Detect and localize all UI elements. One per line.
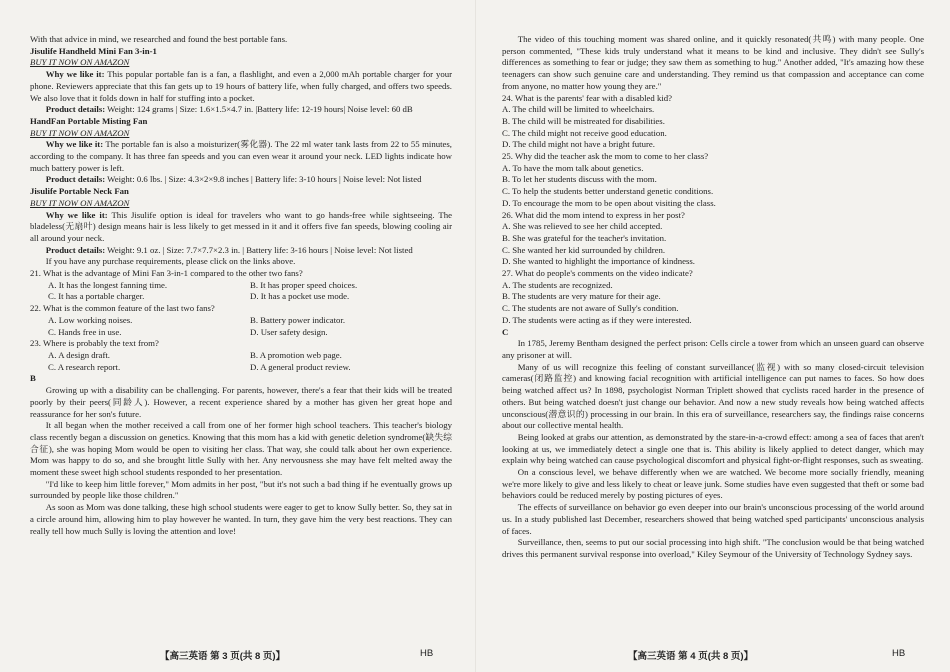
option-c[interactable]: C. It has a portable charger. (48, 291, 145, 302)
page-number-label: 【高三英语 第 3 页(共 8 页)】 (160, 651, 286, 662)
details-text: Weight: 124 grams | Size: 1.6×1.5×4.7 in. |Battery life: 12-19 hours| Noise level: 60 dB (105, 104, 413, 115)
product-2 (30, 116, 452, 186)
option-d[interactable]: D. The child might not have a bright future. (502, 139, 655, 150)
passage-paragraph: On a conscious level, we behave differently when we are watched. We become more socially friendly, meaning we're more likely to give and less likely to cheat or leave junk. Some studies have even suggested that theft or some bad behaviors could be reduced merely by posting pictures of eyes. (502, 467, 924, 501)
section-heading-b: B (30, 373, 36, 384)
product-title: HandFan Portable Misting Fan (30, 115, 148, 126)
question-stem: 22. What is the common feature of the last two fans? (30, 303, 215, 314)
option-a[interactable]: A. The students are recognized. (502, 279, 613, 290)
question-27 (502, 268, 924, 327)
passage-paragraph: Many of us will recognize this feeling of constant surveillance(监视) with so many closed-circuit television cameras(闭路监控) and knowing facial recognition with artificial intelligence can put names to faces. So how does being watched affect us? In 1898, psychologist Norman Triplett showed that cyclists raced harder in the presence of others. But being watched doesn't just change our behavior. And now a new study reveals how being watched affects unconscious(潜意识的) processing in our brain. In this era of surveillance, researchers say, the findings raise concerns about our collective mental health. (502, 361, 924, 431)
closing-text: If you have any purchase requirements, please click on the links above. (45, 256, 296, 267)
product-title: Jisulife Portable Neck Fan (30, 186, 129, 197)
option-d[interactable]: D. A general product review. (250, 361, 351, 372)
right-page (502, 34, 924, 561)
option-a[interactable]: A. Low working noises. (48, 314, 133, 325)
passage-paragraph: "I'd like to keep him little forever," Mom admits in her post, "but it's not such a bad thing if he eventually grows up surrounded by people like those children." (30, 478, 452, 501)
passage-paragraph: Surveillance, then, seems to put our social processing into high shift. "The conclusion would be that being watched drives this permanent survival response into overload," Kiley Seymour of the University of Technology Sydney says. (502, 537, 924, 559)
why-label: Why we like it: (45, 69, 105, 80)
details-label: Product details: (45, 104, 106, 115)
option-b[interactable]: B. The child will be mistreated for disabilities. (502, 115, 665, 126)
details-text: Weight: 0.6 lbs. | Size: 4.3×2×9.8 inches | Battery life: 3-10 hours | Noise level: Not listed (105, 174, 422, 185)
question-stem: 24. What is the parents' fear with a disabled kid? (502, 92, 673, 103)
passage-paragraph: The video of this touching moment was shared online, and it quickly resonated(共鸣) with many people. One person commented, "These kids truly understand what it means to be kind and inclusive. They didn't see Sully's differences as something to fear or judge; they saw them as something to hug." Another added, "It's amazing how these teenagers can show such genuine care and understanding. They remind us that compassion and acceptance can come from anyone, no matter how young they are." (502, 34, 924, 91)
option-b[interactable]: B. It has proper speed choices. (250, 279, 358, 290)
option-a[interactable]: A. To have the mom talk about genetics. (502, 162, 644, 173)
option-d[interactable]: D. It has a pocket use mode. (250, 291, 350, 302)
option-c[interactable]: C. A research report. (48, 361, 121, 372)
option-c[interactable]: C. The students are not aware of Sully's condition. (502, 303, 679, 314)
option-d[interactable]: D. User safety design. (250, 326, 328, 337)
question-24 (502, 93, 924, 152)
passage-paragraph: Growing up with a disability can be challenging. For parents, however, there's a fear that their kids will be treated poorly by their peers(同龄人). However, a recent experience shared by a mother has given her great hope and reassurance for her son's future. (30, 385, 452, 419)
question-21 (30, 268, 452, 303)
question-23 (30, 338, 452, 373)
why-text: This popular portable fan is a fan, a flashlight, and even a 2,000 mAh portable charger for your phone. Reviewers appreciate that this fan gets up to 19 hours of battery life, when fully charged, and offers two speeds. We also love that it folds down in half for stuffing into a pocket. (30, 69, 452, 103)
option-b[interactable]: B. She was grateful for the teacher's invitation. (502, 232, 667, 243)
option-c[interactable]: C. The child might not receive good education. (502, 127, 667, 138)
left-page (30, 34, 452, 537)
details-text: Weight: 9.1 oz. | Size: 7.7×7.7×2.3 in. | Battery life: 3-16 hours | Noise level: Not listed (105, 244, 413, 255)
question-25 (502, 151, 924, 210)
question-stem: 23. Where is probably the text from? (30, 338, 159, 349)
passage-paragraph: Being looked at grabs our attention, as demonstrated by the stare-in-a-crowd effect: among a sea of faces that aren't looking at us, we immediately detect a single one that is. This ability is likely applied to detect danger, which may explain why being watched can cause psychological discomfort and physical fight-or-flight responses, such as sweating. (502, 431, 924, 466)
option-b[interactable]: B. Battery power indicator. (250, 314, 346, 325)
right-footer-code: HB (892, 648, 906, 659)
why-label: Why we like it: (45, 139, 104, 150)
why-text: The portable fan is also a moisturizer(雾化器). The 22 ml water tank lasts from 22 to 55 minutes, according to the company. It has three fan speeds and you can even wear it around your neck. LED lights indicate how much battery power is left. (30, 139, 452, 173)
section-heading-c: C (502, 326, 509, 337)
option-a[interactable]: A. It has the longest fanning time. (48, 279, 168, 290)
option-d[interactable]: D. The students were acting as if they were interested. (502, 314, 692, 325)
question-stem: 25. Why did the teacher ask the mom to come to her class? (502, 151, 709, 162)
why-text: This Jisulife option is ideal for travelers who want to go hands-free while sightseeing. The bladeless(无扇叶) design means hair is less likely to get messed in it and it offers five fan speeds, blowing cooling air all around your neck. (30, 209, 452, 243)
page-divider (475, 0, 476, 672)
option-a[interactable]: A. She was relieved to see her child accepted. (502, 221, 663, 232)
question-stem: 21. What is the advantage of Mini Fan 3-in-1 compared to the other two fans? (30, 268, 303, 279)
question-22 (30, 303, 452, 338)
passage-paragraph: The effects of surveillance on behavior go even deeper into our brain's unconscious processing of the world around us. In a study published last December, researchers showed that being watched sped participants' unconscious analysis of faces. (502, 502, 924, 536)
passage-paragraph: It all began when the mother received a call from one of her former high school teachers. This teacher's biology class recently began a discussion on genetics. Knowing that this mom has a kid with genetic deletion syndrome(缺失综合征), she was hoping Mom would be open to visiting her class. That way, she could talk about her own experience. Mom was happy to do so, and she brought little Sully with her. Any nervousness she may have felt melted away the moment these sweet high school students responded to her presentation. (30, 420, 452, 478)
right-footer (628, 648, 753, 662)
option-d[interactable]: D. She wanted to highlight the importance of kindness. (502, 256, 695, 267)
option-c[interactable]: C. She wanted her kid surrounded by children. (502, 244, 666, 255)
option-c[interactable]: C. To help the students better understand genetic conditions. (502, 186, 714, 197)
details-label: Product details: (45, 174, 106, 185)
question-26 (502, 210, 924, 269)
left-footer (160, 648, 285, 662)
buy-link[interactable]: BUY IT NOW ON AMAZON (30, 197, 130, 208)
buy-link[interactable]: BUY IT NOW ON AMAZON (30, 57, 130, 68)
intro-text: With that advice in mind, we researched and found the best portable fans. (30, 34, 288, 44)
question-stem: 26. What did the mom intend to express in her post? (502, 209, 685, 220)
product-1 (30, 46, 452, 116)
passage-paragraph: As soon as Mom was done talking, these high school students were eager to get to know Sully better. So, they sat in a circle around him, allowing him to play however he wanted. In turn, they gave him the very best reactions. They can really tell how much Sully is loving the attention and love! (30, 502, 452, 536)
page-number-label: 【高三英语 第 4 页(共 8 页)】 (628, 651, 754, 662)
why-label: Why we like it: (45, 209, 108, 220)
option-b[interactable]: B. A promotion web page. (250, 349, 342, 360)
option-b[interactable]: B. The students are very mature for their age. (502, 291, 661, 302)
question-stem: 27. What do people's comments on the video indicate? (502, 268, 693, 279)
option-a[interactable]: A. A design draft. (48, 349, 110, 360)
option-a[interactable]: A. The child will be limited to wheelchairs. (502, 104, 655, 115)
left-footer-code: HB (420, 648, 434, 659)
product-title: Jisulife Handheld Mini Fan 3-in-1 (30, 45, 157, 56)
option-c[interactable]: C. Hands free in use. (48, 326, 122, 337)
option-b[interactable]: B. To let her students discuss with the mom. (502, 174, 657, 185)
details-label: Product details: (45, 244, 106, 255)
passage-paragraph: In 1785, Jeremy Bentham designed the perfect prison: Cells circle a tower from which an unseen guard can observe any prisoner at will. (502, 338, 924, 360)
option-d[interactable]: D. To encourage the mom to be open about visiting the class. (502, 197, 716, 208)
product-3 (30, 186, 452, 256)
buy-link[interactable]: BUY IT NOW ON AMAZON (30, 127, 130, 138)
